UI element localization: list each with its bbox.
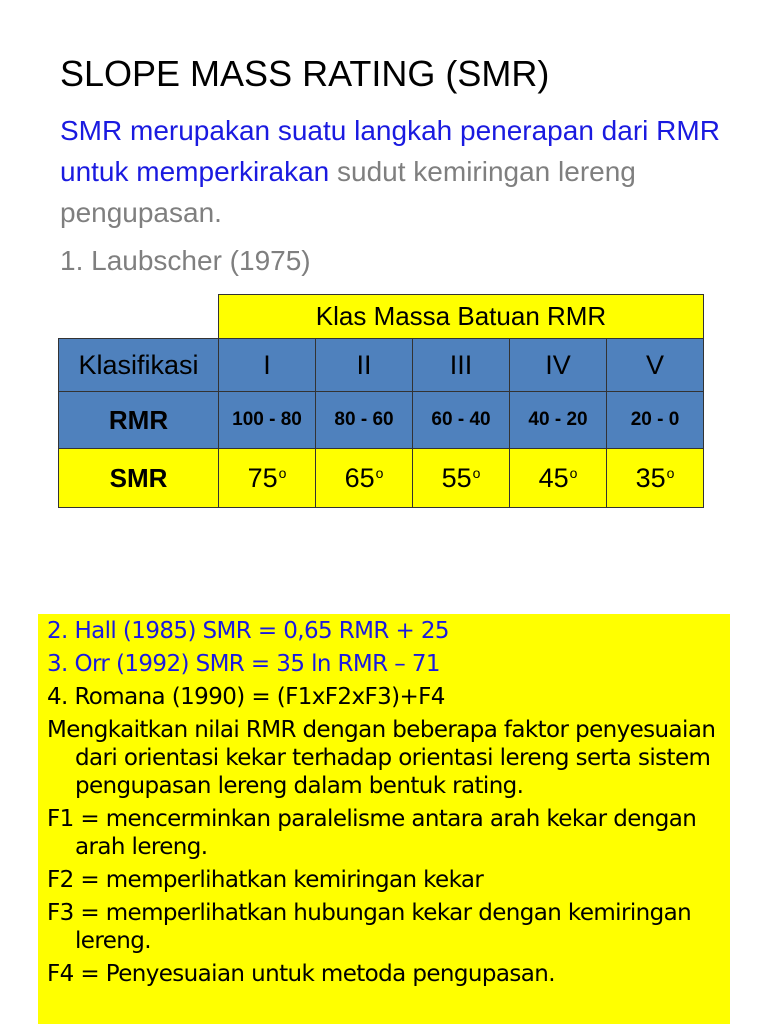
note-f2: F2 = memperlihatkan kemiringan kekar	[47, 867, 484, 893]
smr-value: 45	[538, 462, 569, 493]
table-cell: 60 - 40	[413, 392, 510, 449]
table-group-header-row	[59, 295, 704, 339]
table-cell: I	[219, 339, 316, 392]
note-f3: F3 = memperlihatkan hubungan kekar dengan kemiringan lereng.	[47, 900, 692, 954]
row-label: SMR	[59, 449, 219, 508]
formula-notes-box	[38, 614, 730, 1024]
degree-mark: o	[375, 464, 384, 481]
intro-blue-text: SMR merupakan suatu langkah penerapan dari RMR untuk memperkirakan	[60, 115, 720, 187]
degree-mark: o	[472, 464, 481, 481]
degree-mark: o	[278, 464, 287, 481]
table-cell	[316, 449, 413, 508]
degree-mark: o	[569, 464, 578, 481]
slide-title: SLOPE MASS RATING (SMR)	[60, 53, 550, 94]
table-cell: 80 - 60	[316, 392, 413, 449]
table-cell	[607, 449, 704, 508]
table-cell	[413, 449, 510, 508]
note-romana-formula: 4. Romana (1990) = (F1xF2xF3)+F4	[47, 684, 445, 710]
table-cell: V	[607, 339, 704, 392]
smr-value: 55	[441, 462, 472, 493]
table-cell: 40 - 20	[510, 392, 607, 449]
rmr-classification-table	[58, 294, 704, 508]
table-cell: III	[413, 339, 510, 392]
table-group-header: Klas Massa Batuan RMR	[219, 295, 704, 339]
row-label: Klasifikasi	[59, 339, 219, 392]
row-label: RMR	[59, 392, 219, 449]
note-f1: F1 = mencerminkan paralelisme antara arah kekar dengan arah lereng.	[47, 806, 697, 860]
intro-paragraph	[60, 110, 740, 233]
table-cell: 20 - 0	[607, 392, 704, 449]
table-cell: 100 - 80	[219, 392, 316, 449]
laubscher-heading: 1. Laubscher (1975)	[60, 245, 311, 276]
table-cell	[219, 449, 316, 508]
table-row-rmr	[59, 392, 704, 449]
note-description: Mengkaitkan nilai RMR dengan beberapa faktor penyesuaian dari orientasi kekar terhadap orientasi lereng serta sistem pengupasan lereng dalam bentuk rating.	[47, 717, 716, 799]
smr-value: 35	[635, 462, 666, 493]
table-row-klasifikasi	[59, 339, 704, 392]
table-corner-cell	[59, 295, 219, 339]
degree-mark: o	[666, 464, 675, 481]
smr-value: 65	[344, 462, 375, 493]
note-hall-formula: 2. Hall (1985) SMR = 0,65 RMR + 25	[47, 618, 449, 644]
note-orr-formula: 3. Orr (1992) SMR = 35 ln RMR – 71	[47, 651, 440, 677]
note-f4: F4 = Penyesuaian untuk metoda pengupasan.	[47, 961, 555, 987]
table-cell	[510, 449, 607, 508]
table-cell: II	[316, 339, 413, 392]
table-cell: IV	[510, 339, 607, 392]
table-row-smr	[59, 449, 704, 508]
smr-value: 75	[247, 462, 278, 493]
intro-gray-text: sudut kemiringan lereng pengupasan.	[60, 156, 636, 228]
